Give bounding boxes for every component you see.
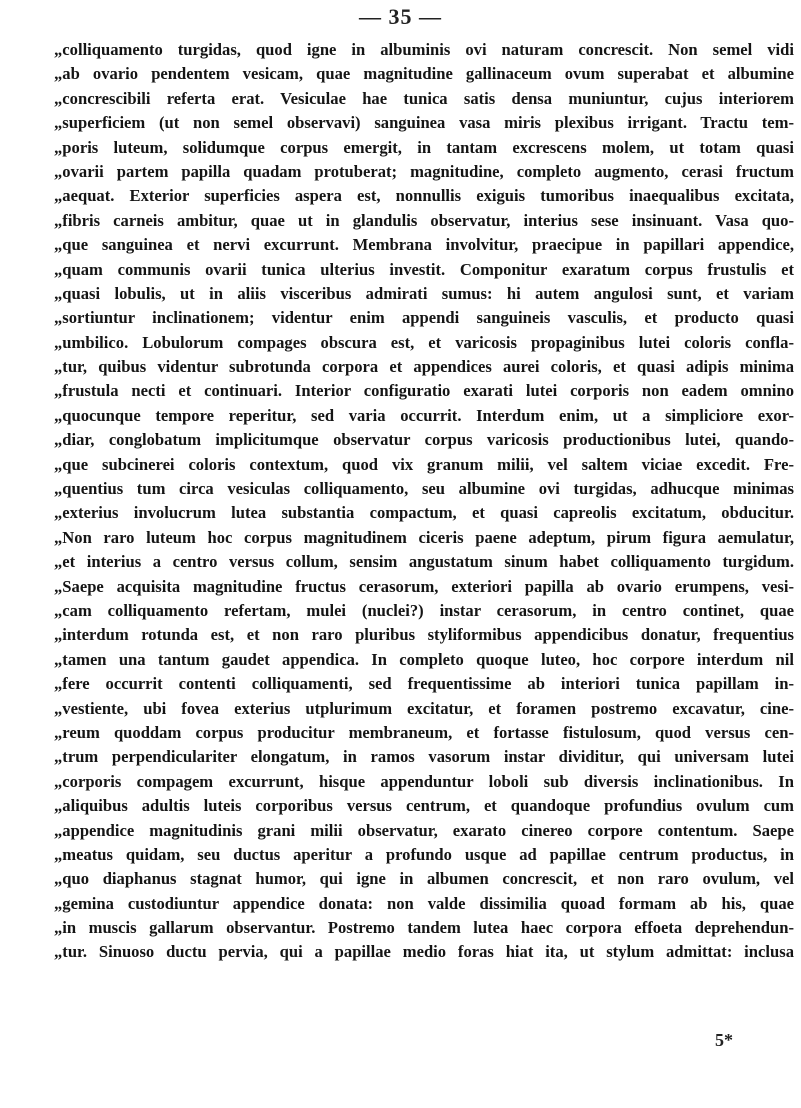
text-line: „fere occurrit contenti colliquamenti, sed frequentissime ab interiori tunica papillam in- [54, 674, 794, 694]
text-line: „gemina custodiuntur appendice donata: non valde dissimilia quoad formam ab his, quae [54, 893, 794, 913]
page-number: — 35 — [359, 4, 442, 29]
text-line: „aequat. Exterior superficies aspera est, nonnullis exiguis tumoribus inaequalibus excitata, [54, 186, 794, 206]
text-line: „corporis compagem excurrunt, hisque appenduntur loboli sub diversis inclinationibus. In [54, 771, 794, 791]
text-line: „quo diaphanus stagnat humor, qui igne in albumen concrescit, et non raro ovulum, vel [54, 869, 794, 889]
text-line: „que sanguinea et nervi excurrunt. Membrana involvitur, praecipue in papillari appendice, [54, 235, 794, 255]
text-line: „superficiem (ut non semel observavi) sanguinea vasa miris plexibus irrigant. Tractu tem- [54, 113, 794, 133]
text-line: „exterius involucrum lutea substantia compactum, et quasi capreolis excitatum, obducitur. [54, 503, 794, 523]
text-line: „poris luteum, solidumque corpus emergit, in tantam excrescens molem, ut totam quasi [54, 137, 794, 157]
text-line: „et interius a centro versus collum, sensim angustatum sinum habet colliquamento turgidum. [54, 552, 794, 572]
text-line: „colliquamento turgidas, quod igne in albuminis ovi naturam concrescit. Non semel vidi [54, 40, 794, 59]
signature-mark: 5* [715, 1030, 733, 1050]
text-line: „umbilico. Lobulorum compages obscura est, et varicosis propaginibus lutei coloris confla- [54, 332, 794, 352]
text-line: „ab ovario pendentem vesicam, quae magnitudine gallinaceum ovum superabat et albumine [54, 64, 794, 84]
text-line: „ovarii partem papilla quadam protuberat; magnitudine, completo augmento, cerasi fructum [54, 161, 794, 181]
text-line: „quam communis ovarii tunica ulterius investit. Componitur exaratum corpus frustulis et [54, 259, 794, 279]
text-line: „cam colliquamento refertam, mulei (nuclei?) instar cerasorum, in centro continet, quae [54, 600, 794, 620]
text-line: „trum perpendiculariter elongatum, in ramos vasorum instar dividitur, qui universam lutei [54, 747, 794, 767]
text-line: „quasi lobulis, ut in aliis visceribus admirati sumus: hi autem angulosi sunt, et variam [54, 283, 794, 303]
text-line: „tur, quibus videntur subrotunda corpora et appendices aurei coloris, et quasi adipis minima [54, 357, 794, 377]
text-line: „interdum rotunda est, et non raro pluribus styliformibus appendicibus donatur, frequentius [54, 625, 794, 645]
text-line: „frustula necti et continuari. Interior configuratio exarati lutei corporis non eadem omnino [54, 381, 794, 401]
text-line: „Saepe acquisita magnitudine fructus cerasorum, exteriori papilla ab ovario erumpens, vesi- [54, 576, 794, 596]
text-line: „quentius tum circa vesiculas colliquamento, seu albumine ovi turgidas, adhucque minimas [54, 479, 794, 499]
text-line: „diar, conglobatum implicitumque observatur corpus varicosis productionibus lutei, quando- [54, 430, 794, 450]
text-line: „fibris carneis ambitur, quae ut in glandulis observatur, interius sese insinuant. Vasa quo- [54, 210, 794, 230]
text-line: „concrescibili referta erat. Vesiculae hae tunica satis densa muniuntur, cujus interiorem [54, 88, 794, 108]
text-line: „Non raro luteum hoc corpus magnitudinem ciceris paene adeptum, pirum figura aemulatur, [54, 527, 794, 547]
text-line: „appendice magnitudinis grani milii observatur, exarato cinereo corpore contentum. Saepe [54, 820, 794, 840]
text-line: „vestiente, ubi fovea exterius utplurimum excitatur, et foramen postremo excavatur, cine- [54, 698, 794, 718]
text-line: „tur. Sinuoso ductu pervia, qui a papillae medio foras hiat ita, ut stylum admittat: inclusa [54, 942, 794, 962]
body-text [54, 38, 794, 965]
text-line: „tamen una tantum gaudet appendica. In completo quoque luteo, hoc corpore interdum nil [54, 649, 794, 669]
text-line: „in muscis gallarum observantur. Postremo tandem lutea haec corpora effoeta deprehendun- [54, 918, 794, 938]
text-line: „que subcinerei coloris contextum, quod vix granum milii, vel saltem viciae excedit. Fre- [54, 454, 794, 474]
text-line: „meatus quidam, seu ductus aperitur a profundo usque ad papillae centrum productus, in [54, 844, 794, 864]
text-line: „aliquibus adultis luteis corporibus versus centrum, et quandoque profundius ovulum cum [54, 796, 794, 816]
text-line: „reum quoddam corpus producitur membraneum, et fortasse fistulosum, quod versus cen- [54, 722, 794, 742]
text-line: „quocunque tempore reperitur, sed varia occurrit. Interdum enim, ut a simpliciore exor- [54, 405, 794, 425]
text-line: „sortiuntur inclinationem; videntur enim appendi sanguineis vasculis, et producto quasi [54, 308, 794, 328]
